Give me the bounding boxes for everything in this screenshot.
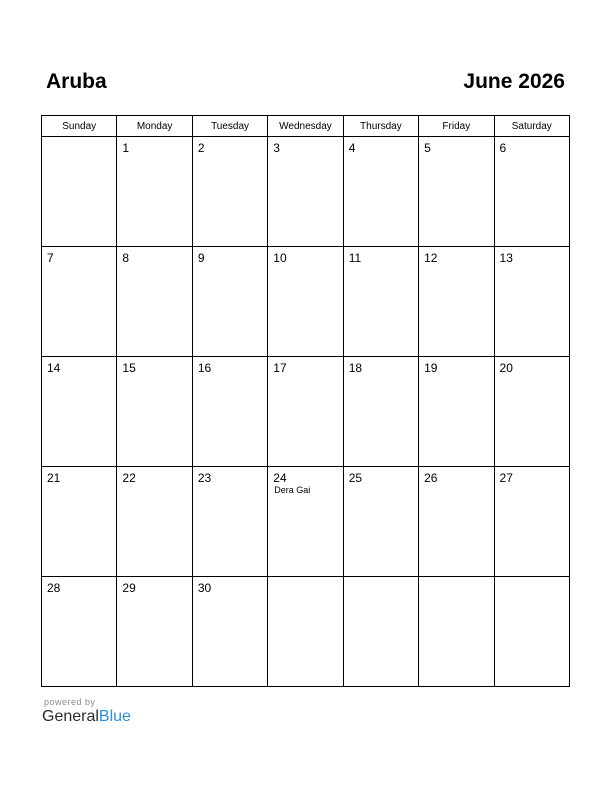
day-cell (117, 137, 192, 247)
day-number: 13 (499, 251, 513, 265)
day-number: 1 (122, 141, 130, 155)
day-cell (343, 357, 418, 467)
day-cell-holiday (268, 467, 343, 577)
day-number: 24 (273, 471, 287, 485)
day-number: 29 (122, 581, 136, 595)
day-number: 9 (197, 251, 205, 265)
week-row (42, 357, 570, 467)
day-number: 28 (47, 581, 61, 595)
day-cell-empty (419, 577, 494, 687)
day-number: 14 (47, 361, 61, 375)
day-cell (117, 467, 192, 577)
powered-by-text: powered by (44, 697, 96, 707)
day-number: 23 (197, 471, 212, 485)
day-cell (268, 247, 343, 357)
day-cell (42, 577, 117, 687)
day-cell (117, 577, 192, 687)
week-row (42, 137, 570, 247)
day-cell (42, 357, 117, 467)
calendar-country-title: Aruba (46, 70, 107, 93)
day-cell (419, 247, 494, 357)
day-number: 2 (197, 141, 205, 155)
day-number: 8 (122, 251, 130, 265)
day-cell (192, 467, 267, 577)
generalblue-logo[interactable] (42, 708, 131, 726)
calendar-grid (41, 115, 570, 687)
day-cell (419, 467, 494, 577)
day-cell (343, 467, 418, 577)
day-number: 4 (348, 141, 356, 155)
weekday-header: Friday (419, 116, 494, 137)
day-cell (343, 247, 418, 357)
day-number: 6 (499, 141, 507, 155)
day-number: 10 (273, 251, 287, 265)
day-cell-empty (343, 577, 418, 687)
day-cell (494, 357, 569, 467)
day-number: 30 (197, 581, 212, 595)
day-cell (192, 577, 267, 687)
day-number: 3 (273, 141, 280, 155)
weekday-header: Monday (117, 116, 192, 137)
day-number: 16 (197, 361, 212, 375)
weekday-header: Sunday (42, 116, 117, 137)
day-cell (192, 247, 267, 357)
day-number: 20 (499, 361, 513, 375)
day-cell (343, 137, 418, 247)
day-number: 19 (424, 361, 438, 375)
day-cell (42, 467, 117, 577)
calendar-month-title: June 2026 (463, 70, 565, 93)
day-number: 22 (122, 471, 136, 485)
week-row (42, 467, 570, 577)
day-cell (494, 467, 569, 577)
weekday-header-row (42, 116, 570, 137)
day-cell (42, 137, 117, 247)
weekday-header: Thursday (343, 116, 418, 137)
day-cell (117, 247, 192, 357)
weekday-header: Tuesday (192, 116, 267, 137)
day-cell-empty (494, 577, 569, 687)
day-cell (494, 247, 569, 357)
day-cell (494, 137, 569, 247)
brand-blue-text: Blue (98, 708, 131, 725)
day-cell (192, 357, 267, 467)
day-cell (268, 137, 343, 247)
day-number: 7 (47, 251, 54, 265)
day-number: 27 (499, 471, 513, 485)
day-cell (117, 357, 192, 467)
day-number: 5 (424, 141, 431, 155)
day-cell (42, 247, 117, 357)
day-cell (192, 137, 267, 247)
day-number: 26 (424, 471, 438, 485)
day-number: 18 (348, 361, 363, 375)
week-row (42, 247, 570, 357)
day-cell (268, 357, 343, 467)
weekday-header: Saturday (494, 116, 569, 137)
day-number: 17 (273, 361, 287, 375)
day-number: 11 (348, 251, 362, 265)
week-row (42, 577, 570, 687)
day-number: 25 (348, 471, 363, 485)
day-number: 12 (424, 251, 438, 265)
weekday-header: Wednesday (268, 116, 343, 137)
day-cell (419, 357, 494, 467)
holiday-label: Dera Gai (274, 485, 311, 495)
brand-general-text: General (42, 708, 99, 725)
day-number: 21 (47, 471, 61, 485)
day-cell-empty (268, 577, 343, 687)
day-cell (419, 137, 494, 247)
day-number: 15 (122, 361, 136, 375)
